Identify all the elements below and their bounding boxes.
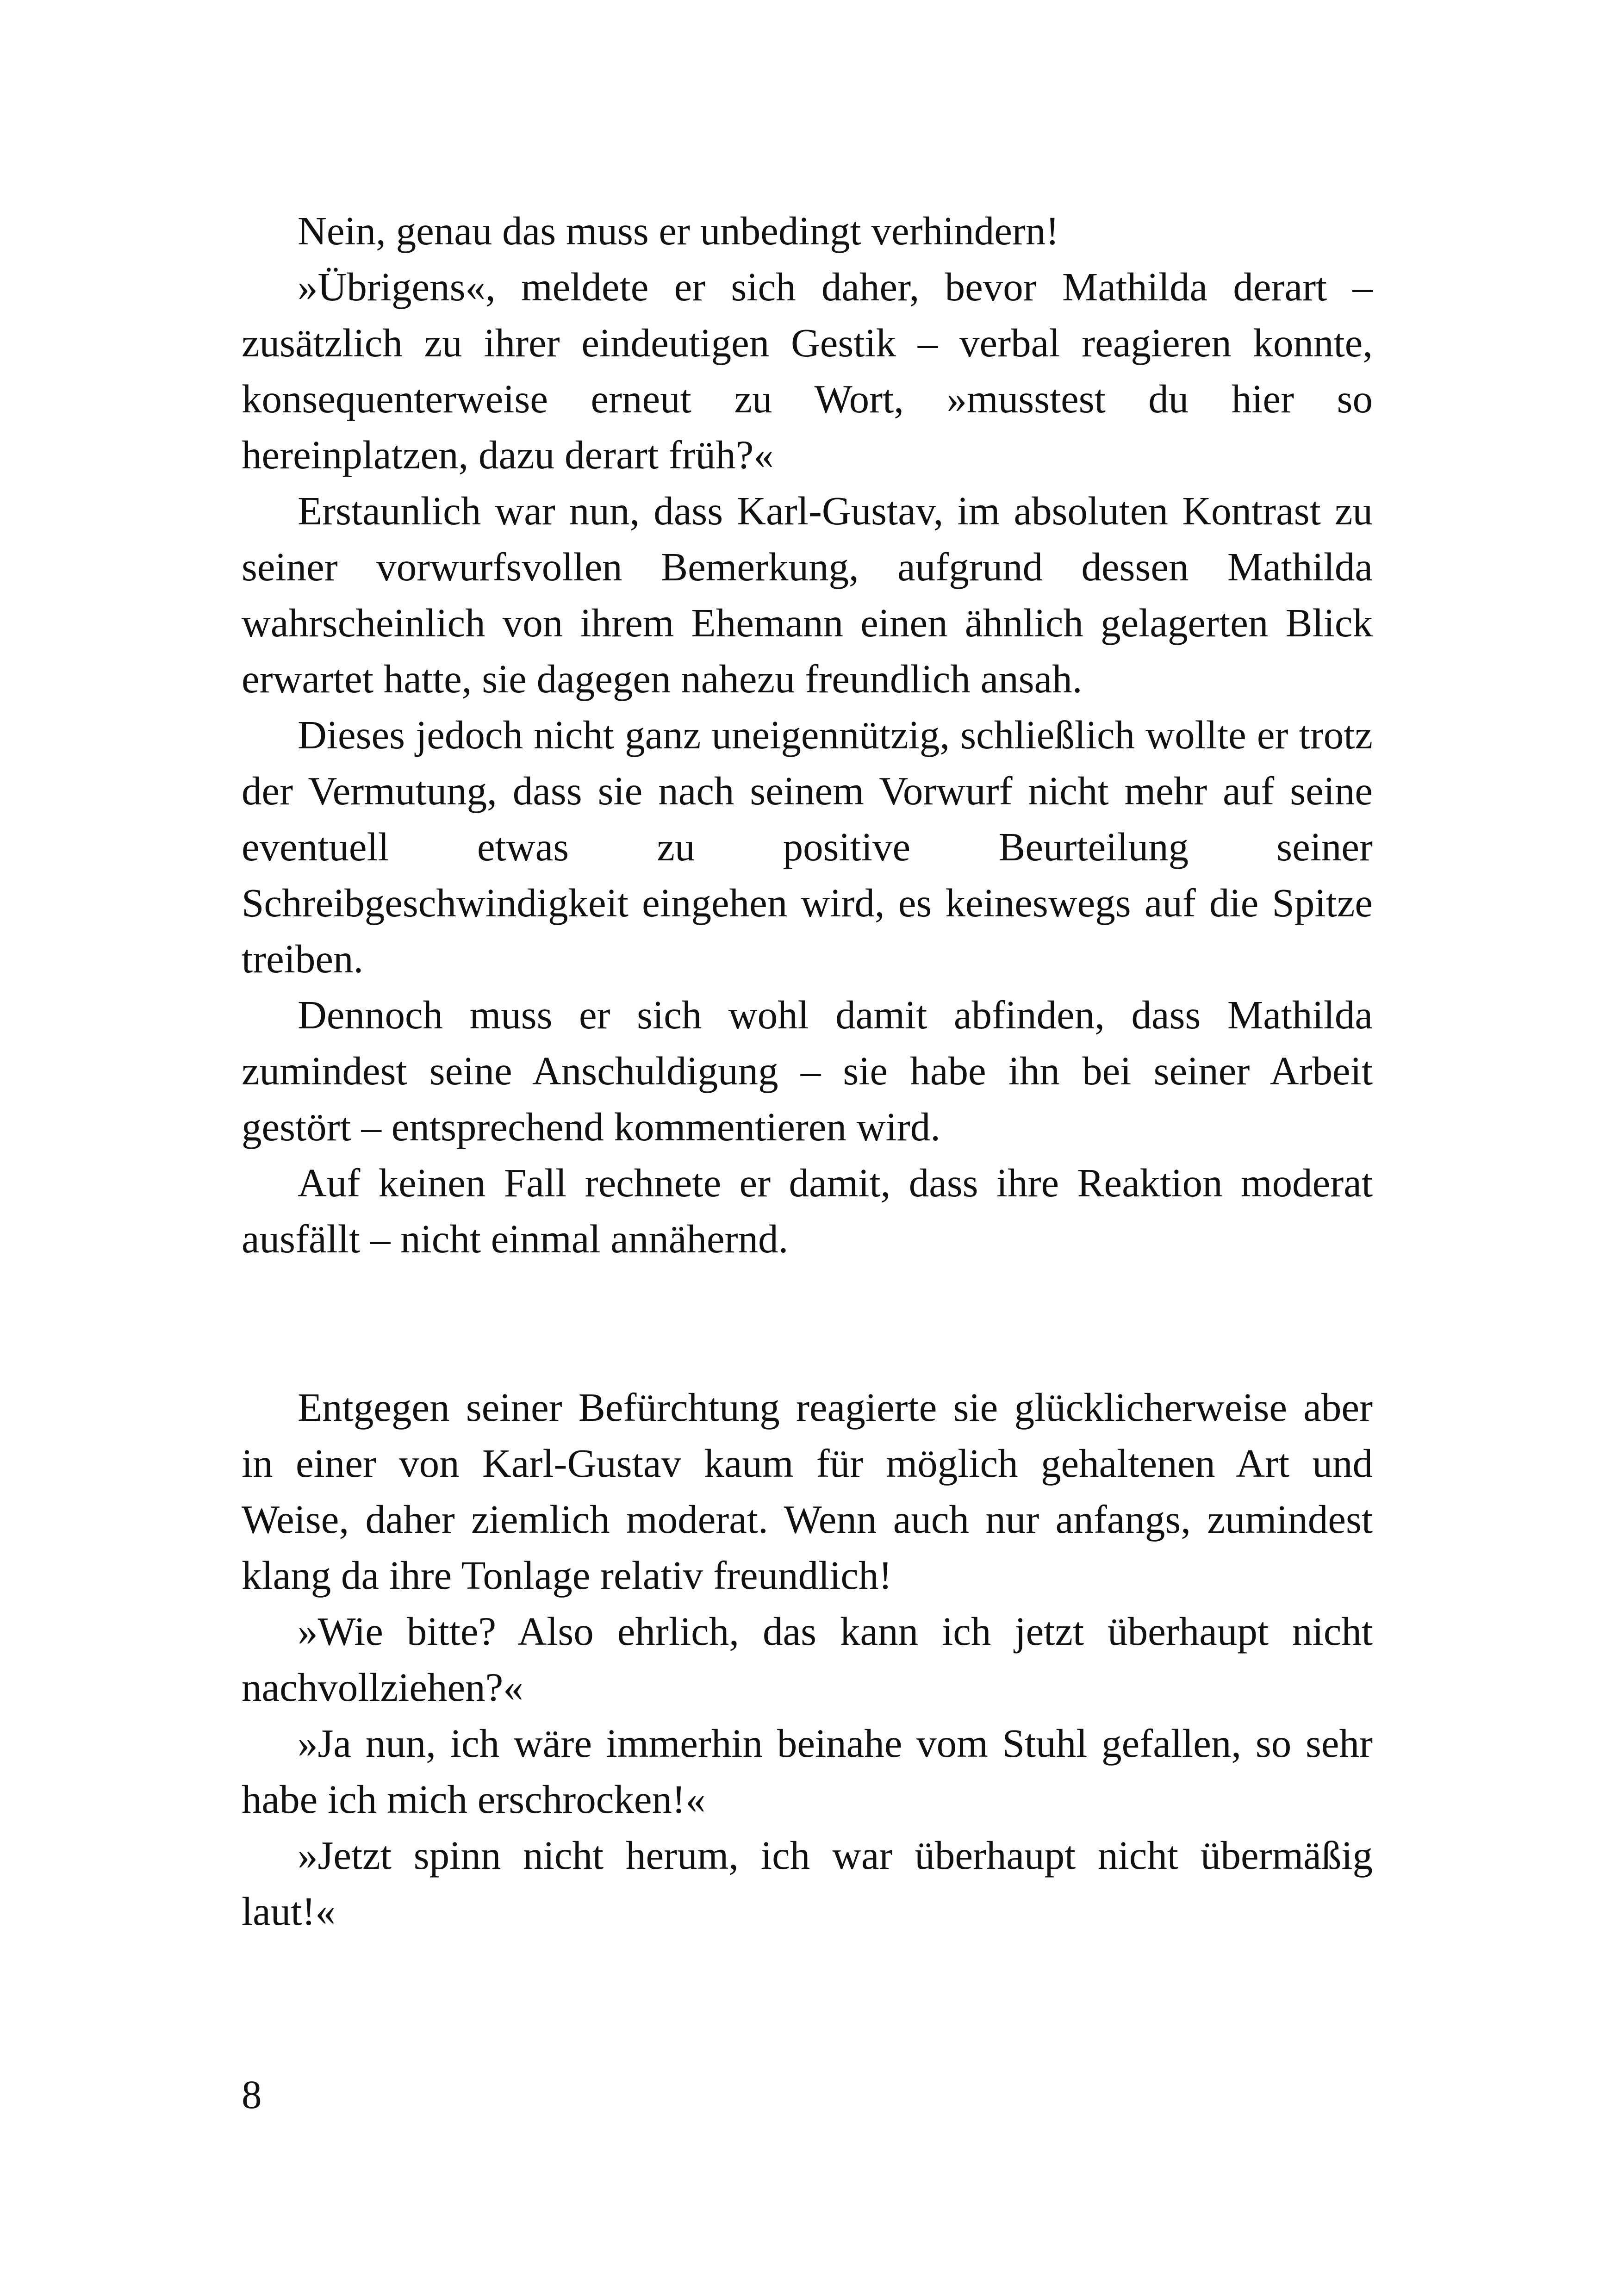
paragraph: Erstaunlich war nun, dass Karl-Gustav, im absoluten Kontrast zu seiner vorwurfsvollen Bemerkung, aufgrund dessen Mathilda wahrscheinlich von ihrem Ehemann einen ähnlich gelagerten Blick erwartet hatte, sie dagegen nahezu freundlich ansah. [242,488,1373,701]
paragraph: »Jetzt spinn nicht herum, ich war überhaupt nicht übermäßig laut!« [242,1833,1373,1934]
paragraph: Dennoch muss er sich wohl damit abfinden, dass Mathilda zumindest seine Anschuldigung – sie habe ihn bei seiner Arbeit gestört – entsprechend kommentieren wird. [242,992,1373,1149]
paragraph: Nein, genau das muss er unbedingt verhindern! [298,208,1059,253]
paragraph: »Übrigens«, meldete er sich daher, bevor Mathilda derart – zusätzlich zu ihrer eindeutigen Gestik – verbal reagieren konnte, konsequenterweise erneut zu Wort, »musstest du hier so hereinplatzen, dazu derart früh?« [242,264,1373,477]
body-text [242,203,1373,1939]
page-number: 8 [242,2072,262,2117]
paragraph: Entgegen seiner Befürchtung reagierte sie glücklicherweise aber in einer von Karl-Gustav kaum für möglich gehaltenen Art und Weise, daher ziemlich moderat. Wenn auch nur anfangs, zumindest klang da ihre Tonlage relativ freundlich! [242,1385,1373,1598]
paragraph: »Ja nun, ich wäre immerhin beinahe vom Stuhl gefallen, so sehr habe ich mich erschrocken!« [242,1721,1373,1822]
section-break [242,1267,1373,1379]
paragraph: »Wie bitte? Also ehrlich, das kann ich jetzt überhaupt nicht nachvollziehen?« [242,1609,1373,1710]
paragraph: Dieses jedoch nicht ganz uneigennützig, schließlich wollte er trotz der Vermutung, dass sie nach seinem Vorwurf nicht mehr auf seine eventuell etwas zu positive Beurteilung seiner Schreibgeschwindigkeit eingehen wird, es keineswegs auf die Spitze treiben. [242,712,1373,981]
paragraph: Auf keinen Fall rechnete er damit, dass ihre Reaktion moderat ausfällt – nicht einmal annähernd. [242,1160,1373,1261]
